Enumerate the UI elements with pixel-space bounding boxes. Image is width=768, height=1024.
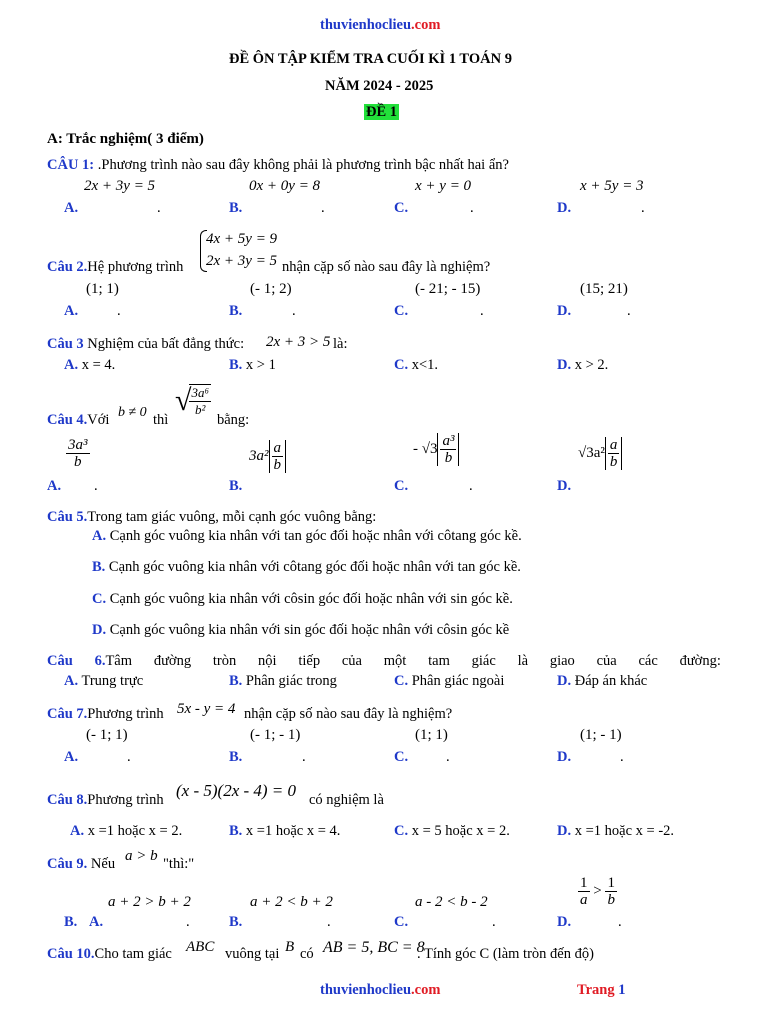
q8-opt-c[interactable]: C. x = 5 hoặc x = 2.: [394, 823, 510, 839]
dot: .: [469, 478, 473, 494]
q6-opt-c[interactable]: C. Phân giác ngoài: [394, 673, 505, 689]
question-3: Câu 3 Nghiệm của bất đẳng thức:: [47, 336, 245, 352]
question-label: Câu 4.: [47, 412, 88, 428]
q5-opt-c[interactable]: C. Cạnh góc vuông kia nhân với côsin góc đối hoặc nhân với sin góc kề.: [92, 591, 513, 607]
footer-site-tld: .com: [411, 982, 441, 998]
q10-triangle: ABC: [186, 939, 215, 955]
q4-opt-c-letter[interactable]: C.: [394, 478, 409, 494]
question-text: vuông tại: [225, 946, 280, 962]
q2-opt-a-letter[interactable]: A.: [64, 303, 79, 319]
question-text: bằng:: [217, 412, 250, 428]
q4-opt-c-expr: - √3 $\frac{\text{a³}}{b}$: [413, 433, 459, 466]
q7-opt-d-letter[interactable]: D.: [557, 749, 572, 765]
question-label: Câu 2.: [47, 259, 88, 275]
question-4: Câu 4.Với: [47, 412, 110, 428]
footer-site-name: thuvienhoclieu: [320, 982, 412, 998]
dot: .: [480, 303, 484, 319]
q7-opt-b-letter[interactable]: B.: [229, 749, 243, 765]
q10-lengths: AB = 5, BC = 8: [323, 939, 425, 956]
dot: .: [327, 914, 331, 930]
q7-opt-a-expr: (- 1; 1): [86, 727, 128, 743]
dot: .: [641, 200, 645, 216]
q6-opt-b[interactable]: B. Phân giác trong: [229, 673, 337, 689]
q3-opt-d[interactable]: D. x > 2.: [557, 357, 609, 373]
q2-opt-c-expr: (- 21; - 15): [415, 281, 481, 297]
q4-opt-a-expr: $\frac{\text{3a³}}{b}$: [68, 437, 88, 470]
q7-opt-a-letter[interactable]: A.: [64, 749, 79, 765]
q1-opt-d-expr: x + 5y = 3: [580, 178, 644, 194]
question-10: Câu 10.Cho tam giác: [47, 946, 172, 962]
dot: .: [446, 749, 450, 765]
q1-opt-a-letter[interactable]: A.: [64, 200, 79, 216]
q2-opt-b-letter[interactable]: B.: [229, 303, 243, 319]
q7-opt-d-expr: (1; - 1): [580, 727, 622, 743]
dot: .: [470, 200, 474, 216]
site-tld: .com: [411, 17, 441, 33]
q3-opt-b[interactable]: B. x > 1: [229, 357, 276, 373]
q3-opt-c[interactable]: C. x<1.: [394, 357, 439, 373]
question-8: Câu 8.Phương trình: [47, 792, 164, 808]
dot: .: [321, 200, 325, 216]
question-text: thì: [153, 412, 169, 428]
exam-title: ĐỀ ÔN TẬP KIỂM TRA CUỐI KÌ 1 TOÁN 9: [229, 51, 512, 67]
question-7: Câu 7.Phương trình: [47, 706, 164, 722]
q4-radical: √ $\frac{\text{3a⁶}}{\text{b²}}$: [175, 384, 209, 417]
question-text: nhận cặp số nào sau đây là nghiệm?: [244, 706, 453, 722]
dot: .: [117, 303, 121, 319]
question-1: [47, 157, 509, 174]
q3-opt-a[interactable]: A. x = 4.: [64, 357, 116, 373]
q10-vertex: B: [285, 939, 295, 955]
system-eq-2: 2x + 3y = 5: [206, 253, 278, 269]
dot: .: [620, 749, 624, 765]
question-label: Câu 3: [47, 336, 84, 352]
q5-opt-d[interactable]: D. Cạnh góc vuông kia nhân với sin góc đối hoặc nhân với côsin góc kề: [92, 622, 510, 638]
question-text: có: [300, 946, 314, 962]
q9-opt-c-letter[interactable]: C.: [394, 914, 409, 930]
q9-opt-c-expr: a - 2 < b - 2: [415, 894, 488, 910]
q5-opt-a[interactable]: A. Cạnh góc vuông kia nhân với tan góc đối hoặc nhân với côtang góc kề.: [92, 528, 522, 544]
q9-opt-b-expr: a + 2 < b + 2: [250, 894, 333, 910]
q1-opt-c-expr: x + y = 0: [415, 178, 472, 194]
q9-opt-a-expr: a + 2 > b + 2: [108, 894, 191, 910]
q1-opt-d-letter[interactable]: D.: [557, 200, 572, 216]
q9-condition: a > b: [125, 848, 158, 864]
question-text: nhận cặp số nào sau đây là nghiệm?: [282, 259, 491, 275]
dot: .: [618, 914, 622, 930]
q7-equation: 5x - y = 4: [177, 701, 236, 717]
q9-opt-d-expr: $\frac{1}{a}$ > $\frac{1}{b}$: [580, 875, 615, 908]
q5-opt-b[interactable]: B. Cạnh góc vuông kia nhân với côtang góc đối hoặc nhân với tan góc kề.: [92, 559, 521, 575]
q4-opt-b-expr: 3a² $\frac{a}{b}$: [249, 440, 286, 473]
question-text: .Phương trình nào sau đây không phải là phương trình bậc nhất hai ẩn?: [94, 157, 509, 173]
q2-opt-b-expr: (- 1; 2): [250, 281, 292, 297]
dot: .: [627, 303, 631, 319]
q8-opt-d[interactable]: D. x =1 hoặc x = -2.: [557, 823, 675, 839]
q8-opt-b[interactable]: B. x =1 hoặc x = 4.: [229, 823, 341, 839]
site-header[interactable]: [320, 17, 440, 34]
q2-opt-a-expr: (1; 1): [86, 281, 119, 297]
q9-opt-b-letter[interactable]: B.: [229, 914, 243, 930]
q2-opt-c-letter[interactable]: C.: [394, 303, 409, 319]
q9-opt-d-letter[interactable]: D.: [557, 914, 572, 930]
q1-opt-b-letter[interactable]: B.: [229, 200, 243, 216]
dot: .: [157, 200, 161, 216]
q4-opt-a-letter[interactable]: A.: [47, 478, 62, 494]
q1-opt-a-expr: 2x + 3y = 5: [84, 178, 156, 194]
question-text: . Tính góc C (làm tròn đến độ): [417, 946, 594, 962]
q2-opt-d-letter[interactable]: D.: [557, 303, 572, 319]
q7-opt-b-expr: (- 1; - 1): [250, 727, 301, 743]
exam-year: NĂM 2024 - 2025: [325, 78, 434, 94]
dot: .: [127, 749, 131, 765]
question-text: "thì:": [163, 856, 195, 872]
q4-opt-d-letter[interactable]: D.: [557, 478, 572, 494]
question-label: Câu 10.: [47, 946, 95, 962]
site-name: thuvienhoclieu: [320, 17, 412, 33]
dot: .: [94, 478, 98, 494]
question-label: Câu 9.: [47, 856, 88, 872]
site-footer[interactable]: [320, 982, 440, 999]
sqrt-icon: √: [175, 384, 192, 417]
q7-opt-c-letter[interactable]: C.: [394, 749, 409, 765]
question-label: Câu 5.: [47, 509, 88, 525]
question-text: là:: [333, 336, 348, 352]
question-label: Câu 7.: [47, 706, 88, 722]
q4-opt-d-expr: √3a² $\frac{a}{b}$: [578, 437, 622, 470]
q3-inequality: 2x + 3 > 5: [266, 334, 331, 350]
q9-opt-a-letter[interactable]: A.: [89, 914, 104, 930]
section-a-heading: A: Trắc nghiệm( 3 điểm): [47, 131, 204, 147]
dot: .: [292, 303, 296, 319]
dot: .: [186, 914, 190, 930]
q6-opt-a[interactable]: A. Trung trực: [64, 673, 144, 689]
q8-opt-a[interactable]: A. x =1 hoặc x = 2.: [70, 823, 183, 839]
question-text: có nghiệm là: [309, 792, 384, 808]
q1-opt-b-expr: 0x + 0y = 8: [249, 178, 321, 194]
question-6: Câu 6.Tâm đường tròn nội tiếp của một tam giác là giao của các đường:: [47, 653, 721, 669]
question-label: Câu 8.: [47, 792, 88, 808]
page-number: Trang 1: [577, 982, 626, 998]
question-2: Câu 2.Hệ phương trình: [47, 259, 184, 275]
q1-opt-c-letter[interactable]: C.: [394, 200, 409, 216]
dot: .: [492, 914, 496, 930]
q4-opt-b-letter[interactable]: B.: [229, 478, 243, 494]
question-9: Câu 9. Nếu: [47, 856, 116, 872]
q6-opt-d[interactable]: D. Đáp án khác: [557, 673, 648, 689]
dot: .: [302, 749, 306, 765]
q9-extra-letter: B.: [64, 914, 78, 930]
question-label: CÂU 1:: [47, 157, 95, 173]
system-eq-1: 4x + 5y = 9: [206, 231, 278, 247]
q4-condition: b ≠ 0: [118, 405, 147, 420]
q8-equation: (x - 5)(2x - 4) = 0: [176, 781, 297, 800]
q7-opt-c-expr: (1; 1): [415, 727, 448, 743]
q2-opt-d-expr: (15; 21): [580, 281, 628, 297]
exam-badge: ĐỀ 1: [366, 104, 398, 120]
question-5: Câu 5.Trong tam giác vuông, mỗi cạnh góc vuông bằng:: [47, 509, 377, 525]
